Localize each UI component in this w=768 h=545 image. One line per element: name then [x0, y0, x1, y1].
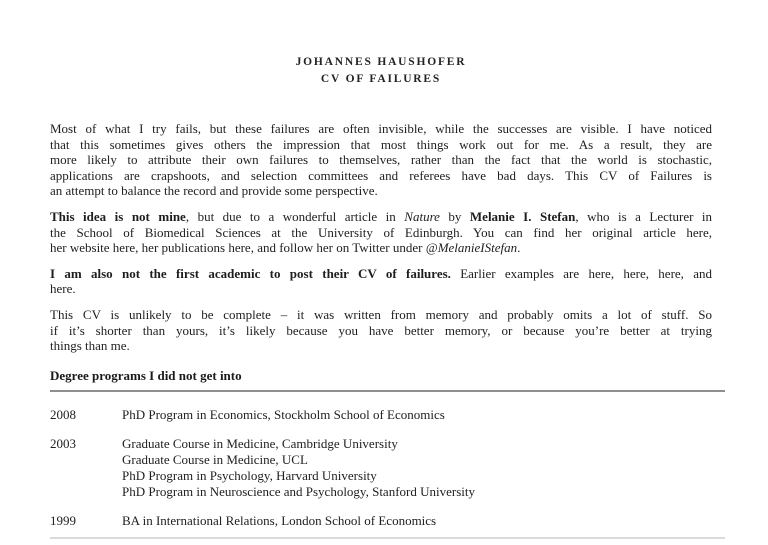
intro-paragraphs [50, 121, 712, 354]
entry-year: 1999 [50, 512, 76, 528]
paragraph-line [50, 209, 712, 225]
text-segment: Most of what I try fails, but these failures are often invisible, while the successes are visible. I have noticed [50, 121, 712, 136]
text-segment: , but due to a wonderful article in [185, 208, 405, 224]
entry-year: 2003 [50, 435, 76, 451]
text-segment: . [517, 240, 521, 256]
entry-item: Graduate Course in Medicine, UCL [122, 451, 308, 467]
text-segment: applications are crapshoots, and selection committees and referees have bad days. This CV of Failures is [50, 167, 712, 183]
paragraph-line [50, 323, 712, 339]
title-subtitle: CV OF FAILURES [320, 72, 442, 85]
text-segment: Melanie I. Stefan [469, 208, 576, 224]
text-segment: here. [50, 281, 76, 297]
paragraph [50, 121, 712, 199]
paragraph-line [50, 338, 712, 354]
entry-items [122, 407, 712, 423]
text-segment: things than me. [50, 338, 130, 354]
text-segment: if it’s shorter than yours, it’s likely because you have better memory, or because you’re better at trying [50, 322, 712, 338]
section-rule [50, 390, 725, 392]
text-segment: her website here, her publications here, and follow her on Twitter under [50, 240, 426, 256]
text-segment: , who is a Lecturer in [575, 208, 713, 224]
text-segment: This idea is not mine [50, 208, 186, 224]
paragraph-line [50, 281, 712, 297]
entry-item: PhD Program in Neuroscience and Psychology, Stanford University [122, 483, 475, 499]
text-segment: @MelanieIStefan [425, 240, 518, 256]
text-segment: I am also not the first academic to post their CV of failures. [50, 265, 451, 281]
entry-items [122, 513, 712, 529]
paragraph-line [50, 307, 712, 323]
paragraph [50, 307, 712, 354]
text-segment: This CV is unlikely to be complete – it was written from memory and probably omits a lot of stuff. So [50, 306, 712, 322]
cv-entries [50, 407, 712, 529]
text-segment: an attempt to balance the record and provide some perspective. [50, 183, 378, 199]
cv-entry [50, 436, 712, 500]
text-segment: Earlier examples are here, here, here, and [450, 265, 713, 281]
paragraph-line [50, 240, 712, 256]
entry-item: BA in International Relations, London School of Economics [122, 512, 437, 528]
entry-year: 2008 [50, 406, 76, 422]
paragraph-line [50, 266, 712, 282]
cv-entry [50, 407, 712, 423]
text-segment: the School of Biomedical Sciences at the University of Edinburgh. You can find her original article here, [50, 224, 712, 240]
paragraph-line [50, 168, 712, 184]
paragraph-line [50, 183, 712, 199]
document-title [50, 54, 712, 87]
entry-item: Graduate Course in Medicine, Cambridge University [122, 435, 398, 451]
title-author: JOHANNES HAUSHOFER [295, 56, 467, 68]
entry-items [122, 436, 712, 500]
paragraph-line [50, 121, 712, 137]
paragraph-line [50, 152, 712, 168]
text-segment: more likely to attribute their own failures to themselves, rather than the fact that the world is stochastic, [50, 152, 712, 168]
text-segment: Nature [404, 208, 440, 224]
text-segment: by [439, 208, 470, 224]
text-segment: that this sometimes gives others the impression that most things work out for me. As a result, they are [50, 136, 712, 152]
section-heading: Degree programs I did not get into [50, 367, 242, 383]
entry-item: PhD Program in Psychology, Harvard University [122, 467, 377, 483]
next-section-partial-rule [50, 537, 725, 539]
cv-entry [50, 513, 712, 529]
paragraph-line [50, 137, 712, 153]
paragraph [50, 209, 712, 256]
paragraph [50, 266, 712, 297]
entry-item: PhD Program in Economics, Stockholm School of Economics [122, 406, 445, 422]
paragraph-line [50, 225, 712, 241]
